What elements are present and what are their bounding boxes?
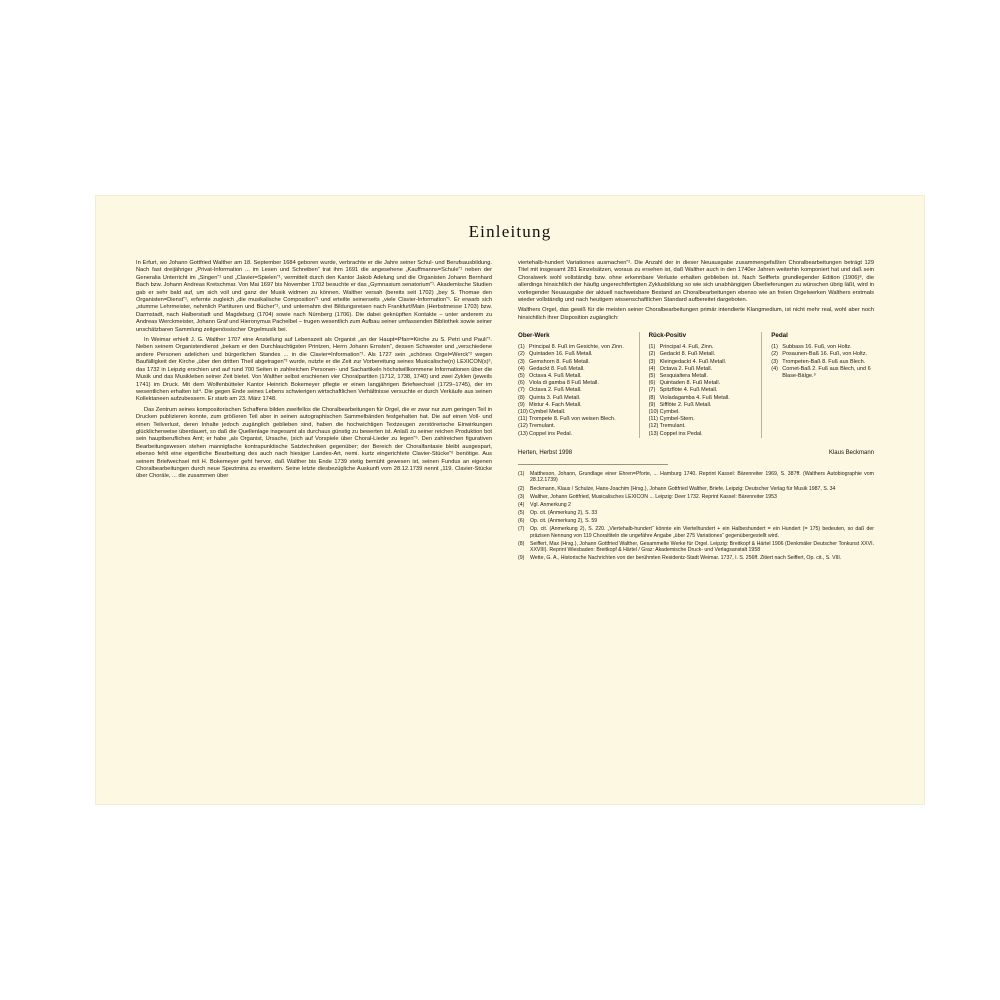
document-page (96, 196, 924, 804)
stop-label: Tremulant. (529, 423, 556, 430)
body-paragraph: viertehalb-hundert Variationes ausmachen“². Die Anzahl der in dieser Neuausgabe zusammengefaßten Choralbearbeitungen beträgt 129 Titel mit insgesamt 281 Einzelsätzen, woraus zu ersehen ist, daß Walther auch in den 1740er Jahren weiterhin komponiert hat und daß sein Choralwerk wohl vollständig bzw. ohne erkennbare Verluste erhalten geblieben ist. Nach Seifferts grundlegender Edition (1906)⁸, die allerdings hinsichtlich der häufig ungerechtfertigten Zyklusbildung so wie sich unabhängigen Überlieferungen zu wünschen übrig läßt, wird in vorliegender Neuausgabe der aktuell nachweisbare Bestand an Choralbearbeitungen ebenso wie an freien Orgelwerken Walthers erstmals wieder vollständig und nach heutigem wissenschaftlichen Standard aufbereitet dargeboten. (518, 260, 874, 304)
stop-label: Cornet-Baß 2. Fuß aus Blech, und 6 Blase-Bälge.⁹ (782, 365, 871, 380)
stop-label: Coppel ins Pedal. (659, 430, 703, 437)
footnote-item: (1) Mattheson, Johann, Grundlage einer Ehren=Pforte, ... Hamburg 1740. Reprint Kassel: Bärenreiter 1969, S. 387ff. (Walthers Autobiographie vom 28.12.1739) (518, 470, 874, 484)
stop-item: (13)Coppel ins Pedal. (648, 430, 703, 437)
stop-item: (8) Quinta 3. Fuß Metall. (518, 394, 581, 401)
footnote-item: (4) Vgl. Anmerkung 2 (518, 501, 571, 508)
footnote-text: Walther, Johann Gottfried, Musicalisches LEXICON ... Leipzig: Deer 1732. Reprint Kassel: Bärenreiter 1953 (530, 493, 777, 500)
stop-list (771, 344, 874, 380)
two-column-body (136, 260, 884, 564)
division-heading: Ober-Werk (518, 332, 550, 340)
stop-label: Cymbel Metall. (529, 409, 566, 416)
footnote-text: Beckmann, Klaus / Schulze, Hans-Joachim (Hrsg.), Johann Gottfried Walther, Briefe. Leipzig: Deutscher Verlag für Musik 1987, S. 34 (530, 485, 836, 492)
stop-label: Octava 2. Fuß Metall. (529, 387, 582, 394)
stop-item: (6) Quintaden 8. Fuß Metall. (648, 380, 721, 387)
body-paragraph: In Erfurt, wo Johann Gottfried Walther am 18. September 1684 geboren wurde, verbrachte er die Jahre seiner Schul- und Berufsausbildung. Nach fast dreijähriger „Privat-Information ... im Lesen und Schreiben“ trat ihm 1691 die angesehene „Kauffmanns=Schule“¹ neben der Generalia Unterricht im „Singen“¹ und „Clavier=Spielen“¹, vermittelt durch den Kantor Jakob Adelung und die Organisten Johann Bernhard Bach bzw. Johann Andreas Kretschmar. Von Mai 1697 bis November 1702 besuchte er das „Gymnasium senatorium“¹. Akademische Studien gab er sehr bald auf, um sich voll und ganz der Musik widmen zu können. Walther versah (bereits seit 1702) „bey S. Thomae den Organisten=Dienst“¹, erfernte zugleich „die musikalische Composition“¹ und erteilte seinerseits „viele Clavier-Information“¹. Er erwarb sich „stumme Lehrmeister, nehmlich Partituren und Bücher“¹, und unternahm drei Bildungsreisen nach Frankfurt/Main (Herbstmesse 1703) bzw. Darmstadt, nach Halberstadt und Magdeburg (1704) sowie nach Nürnberg (1706). Die dabei geknüpften Kontakte – unter anderem zu Andreas Werckmeister, Johann Graf und Hieronymus Pachelbel – trugen wesentlich zum Aufbau seiner umfassenden Bibliothek sowie seiner unschätzbaren Sammlung zeitgenössischer Orgelmusik bei. (136, 260, 492, 333)
body-paragraph: In Weimar erhielt J. G. Walther 1707 eine Anstellung auf Lebenszeit als Organist „an der Haupt=Pfarr=Kirche zu S. Petri und Pauli“¹. Neben seinem Organistendienst „bekam er den Durchlauchtigsten Printzen, Herrn Johann Ernsten“, dessen Schwester und „verschiedene andere Personen adelichen und bürgerlichen Standes ... in die Clavier=Information“¹. Als 1727 sein „schönes Orgel=Werck“² wegen Baufälligkeit der Kirche „über den dritten Theil abgetragen“² wurde, nutzte er die Zeit zur Vorbereitung seines Musicalische(n) LEXICON(s)³, das 1732 in Leipzig erschien und auf rund 700 Seiten in zahlreichen Personen- und Sachartikeln höchstwillkommene Informationen über die Musik und das Musikleben seiner Zeit bietet. Von Walther selbst erschienen vier Choralpartiten (1712, 1738, 1740) und zwei Zyklen (jeweils 1741) im Druck. Mit dem Wolfenbütteler Kantor Heinrich Bokemeyer pflegte er einen langjährigen Briefwechsel (1729–1745), der im wesentlichen erhalten ist⁴. Die gegen Ende seines Lebens schwierigen wirtschaftlichen Verhältnisse versuchte er durch Verkäufe aus seinen Kollektaneen aufzubessern. Er starb am 23. März 1748. (136, 337, 492, 403)
stop-item: (7) Spitzflöte 4. Fuß Metall. (648, 387, 718, 394)
stoplist-division-pedal (761, 332, 874, 438)
right-column (518, 260, 874, 564)
stoplist-division-ober-werk (518, 332, 629, 438)
stop-label: Octava 4. Fuß Metall. (529, 373, 582, 380)
stop-item: (4) Octava 2. Fuß Metall. (648, 365, 713, 372)
footnote-text: Seiffert, Max (Hrsg.), Johann Gottfried Walther, Gesammelte Werke für Orgel. Leipzig: Breitkopf & Härtel 1906 (Denkmäler Deutscher Tonkunst XXVI. XXVIII). Reprint Wiesbaden: Breitkopf & Härtel / Graz: Akademische Druck- und Verlagsanstalt 1958 (530, 540, 874, 554)
footnote-text: Mattheson, Johann, Grundlage einer Ehren=Pforte, ... Hamburg 1740. Reprint Kassel: Bärenreiter 1969, S. 387ff. (Walthers Autobiographie vom 28.12.1739) (530, 470, 874, 484)
stop-label: Principal 8. Fuß im Gesichte, von Zinn. (529, 344, 624, 351)
stop-item: (10)Cymbel. (648, 409, 680, 416)
stop-label: Quintaden 16. Fuß Metall. (529, 351, 593, 358)
stop-list (518, 344, 629, 438)
stop-label: Spitzflöte 4. Fuß Metall. (659, 387, 718, 394)
stop-label: Cymbel. (659, 409, 680, 416)
stop-item: (3) Kleingedackt 4. Fuß Metall. (648, 358, 727, 365)
footnote-text: Op. cit. (Anmerkung 2), S. 220. „Viertehalb-hundert“ könnte ein Viertelhundert + ein Halbeshundert = ein Hundert (= 175) bedeuten, so daß der präzisen Nennung von 119 Choraltiteln die ungefähre Angabe „über 275 Variationes“ gegenübergestellt wird. (530, 526, 874, 539)
stop-item: (6) Viola di gamba 8 Fuß Metall. (518, 380, 599, 387)
stop-label: Gedackt 8. Fuß Metall. (529, 365, 585, 372)
division-heading: Pedal (771, 332, 788, 340)
stop-item: (11) Trompete 8. Fuß von weisen Blech. (518, 416, 616, 423)
stop-item: (2) Quintaden 16. Fuß Metall. (518, 351, 593, 358)
stop-list (649, 344, 752, 438)
stop-item: (1) Principal 4. Fuß, Zinn. (648, 344, 714, 351)
stop-item: (1) Subbass 16. Fuß, von Holtz. (771, 344, 852, 351)
stop-label: Quintaden 8. Fuß Metall. (659, 380, 721, 387)
division-heading: Rück-Positiv (648, 332, 687, 340)
stop-label: Principal 4. Fuß, Zinn. (659, 344, 714, 351)
page-content (136, 222, 884, 778)
stop-item: (13)Coppel ins Pedal. (518, 430, 573, 437)
stop-item: (12)Tremulant. (648, 423, 686, 430)
stop-item: (4) Gedackt 8. Fuß Metall. (518, 365, 585, 372)
left-column (136, 260, 492, 484)
stop-label: Posaunen-Baß 16. Fuß, von Holtz. (782, 351, 867, 358)
stop-label: Viola di gamba 8 Fuß Metall. (529, 380, 599, 387)
stop-item: (5) Octava 4. Fuß Metall. (518, 373, 582, 380)
stop-label: Gemshorn 8. Fuß Metall. (529, 358, 590, 365)
footnote-item: (3) Walther, Johann Gottfried, Musicalisches LEXICON ... Leipzig: Deer 1732. Reprint Kassel: Bärenreiter 1953 (518, 493, 777, 500)
stop-item: (5) Sesquialtera Metall. (648, 373, 708, 380)
stop-label: Octava 2. Fuß Metall. (659, 365, 713, 372)
stop-label: Quinta 3. Fuß Metall. (529, 394, 581, 401)
place-and-date: Herten, Herbst 1998 (518, 449, 573, 456)
stop-label: Trompeten-Baß 8. Fuß aus Blech. (782, 358, 866, 365)
stop-label: Trompete 8. Fuß von weisen Blech. (529, 416, 616, 423)
stoplist-division-rueck-positiv (639, 332, 752, 438)
footnote-item: (9) Wette, G. A., Historische Nachrichten von der berühmten Residentz-Stadt Weimar. 1737, I. S. 256ff. Zitiert nach Seiffert, Op. cit., S. VIII. (518, 555, 842, 562)
body-paragraph: Walthers Orgel, das gewiß für die meisten seiner Choralbearbeitungen primär intendierte Klangmedium, ist nicht mehr real, wohl aber noch hinsichtlich ihrer Disposition zugänglich: (518, 307, 874, 321)
organ-stoplist (518, 332, 874, 438)
footnote-list (518, 471, 874, 562)
stop-item: (12)Tremulant. (518, 423, 556, 430)
stop-item: (4) Cornet-Baß 2. Fuß aus Blech, und 6 Blase-Bälge.⁹ (771, 365, 871, 380)
footnote-item: (5) Op. cit. (Anmerkung 2), S. 33 (518, 509, 598, 516)
stop-item: (3) Gemshorn 8. Fuß Metall. (518, 358, 590, 365)
author-name: Klaus Beckmann (828, 449, 874, 456)
page-title: Einleitung (468, 222, 552, 241)
stop-item: (8) Violadagamba 4. Fuß Metall. (648, 394, 730, 401)
stop-item: (9) Mixtur 4. Fach Metall. (518, 401, 582, 408)
stop-item: (10)Cymbel Metall. (518, 409, 566, 416)
stop-label: Kleingedackt 4. Fuß Metall. (659, 358, 727, 365)
footnote-item: (7) Op. cit. (Anmerkung 2), S. 220. „Viertehalb-hundert“ könnte ein Viertelhundert + ein Halbeshundert = ein Hundert (= 175) bedeuten, so daß der präzisen Nennung von 119 Choraltiteln die ungefähre Angabe „über 275 Variationes“ gegenübergestellt wird. (518, 526, 874, 539)
stop-label: Violadagamba 4. Fuß Metall. (659, 394, 730, 401)
stop-label: Sifflöte 2. Fuß Metall. (659, 401, 712, 408)
stop-item: (2) Gedackt 8. Fuß Metall. (648, 351, 716, 358)
stop-label: Gedackt 8. Fuß Metall. (659, 351, 716, 358)
stop-item: (3) Trompeten-Baß 8. Fuß aus Blech. (771, 358, 866, 365)
stop-item: (11) Cymbel-Stern. (648, 416, 695, 423)
stop-item: (9) Sifflöte 2. Fuß Metall. (648, 401, 712, 408)
stop-item: (7) Octava 2. Fuß Metall. (518, 387, 582, 394)
stop-label: Cymbel-Stern. (659, 416, 695, 423)
footnote-text: Vgl. Anmerkung 2 (530, 501, 571, 508)
footnote-item: (2) Beckmann, Klaus / Schulze, Hans-Joachim (Hrsg.), Johann Gottfried Walther, Briefe. Leipzig: Deutscher Verlag für Musik 1987, S. 34 (518, 485, 836, 492)
stop-label: Coppel ins Pedal. (529, 430, 573, 437)
footnote-separator (518, 464, 668, 465)
stop-label: Tremulant. (659, 423, 686, 430)
stop-label: Sesquialtera Metall. (659, 373, 708, 380)
footnote-text: Op. cit. (Anmerkung 2), S. 59 (530, 517, 598, 524)
stop-label: Mixtur 4. Fach Metall. (529, 401, 582, 408)
signature-line (518, 450, 874, 456)
footnote-text: Wette, G. A., Historische Nachrichten von der berühmten Residentz-Stadt Weimar. 1737, I. S. 256ff. Zitiert nach Seiffert, Op. cit., S. VIII. (530, 555, 842, 562)
footnote-item: (6) Op. cit. (Anmerkung 2), S. 59 (518, 517, 598, 524)
footnote-item: (8) Seiffert, Max (Hrsg.), Johann Gottfried Walther, Gesammelte Werke für Orgel. Leipzig: Breitkopf & Härtel 1906 (Denkmäler Deutscher Tonkunst XXVI. XXVIII). Reprint Wiesbaden: Breitkopf & Härtel / Graz: Akademische Druck- und Verlagsanstalt 1958 (518, 540, 874, 554)
footnote-text: Op. cit. (Anmerkung 2), S. 33 (530, 509, 598, 516)
stop-label: Subbass 16. Fuß, von Holtz. (782, 344, 852, 351)
stop-item: (2) Posaunen-Baß 16. Fuß, von Holtz. (771, 351, 867, 358)
stop-item: (1) Principal 8. Fuß im Gesichte, von Zinn. (518, 344, 624, 351)
body-paragraph: Das Zentrum seines kompositorischen Schaffens bilden zweifellos die Choralbearbeitungen für Orgel, die er zwar nur zum geringen Teil in Drucken publizieren konnte, zum größeren Teil aber in seinen autographischen Sammelbänden festgehalten hat. Die auf einen Voll- und einen Teilverlust, deren Inhalte jedoch zugänglich geblieben sind, haben die hochwichtigen Textzeugen zerstörerische Einwirkungen glücklicherweise überdauert, so daß die Quellenlage insgesamt als durchaus günstig zu bewerten ist. Anlaß zu seiner reichen Produktion bot sein hauptberufliches Amt; er habe „als Organist, Ursache, (sich auf Vorspiele über Choral-Lieder zu legen“⁵. Den zahlreichen figurativen Bearbeitungswesen stehen mannigfache kontrapunktische Satztechniken gegenüber; der Bereich der Choralfantasie bleibt ausgespart, ebenso fehlt eine eigentliche Bearbeitung des auch nach hiesiger Landes-Art, nemi. kurtz eingerichtete Clavier-Stücke“⁶ benötige. Aus seinem Briefwechsel mit H. Bokemeyer geht hervor, daß Walther bis Ende 1739 stetig bemüht gewesen ist, seinen Fundus an eigenen Choralbearbeitungen durch neue Spezimina zu erweitern. Seine letzte diesbezügliche Auskunft vom 28.12.1739 nennt „119. Clavier-Stücke über Choräle, ... die zusammen über (136, 406, 492, 480)
